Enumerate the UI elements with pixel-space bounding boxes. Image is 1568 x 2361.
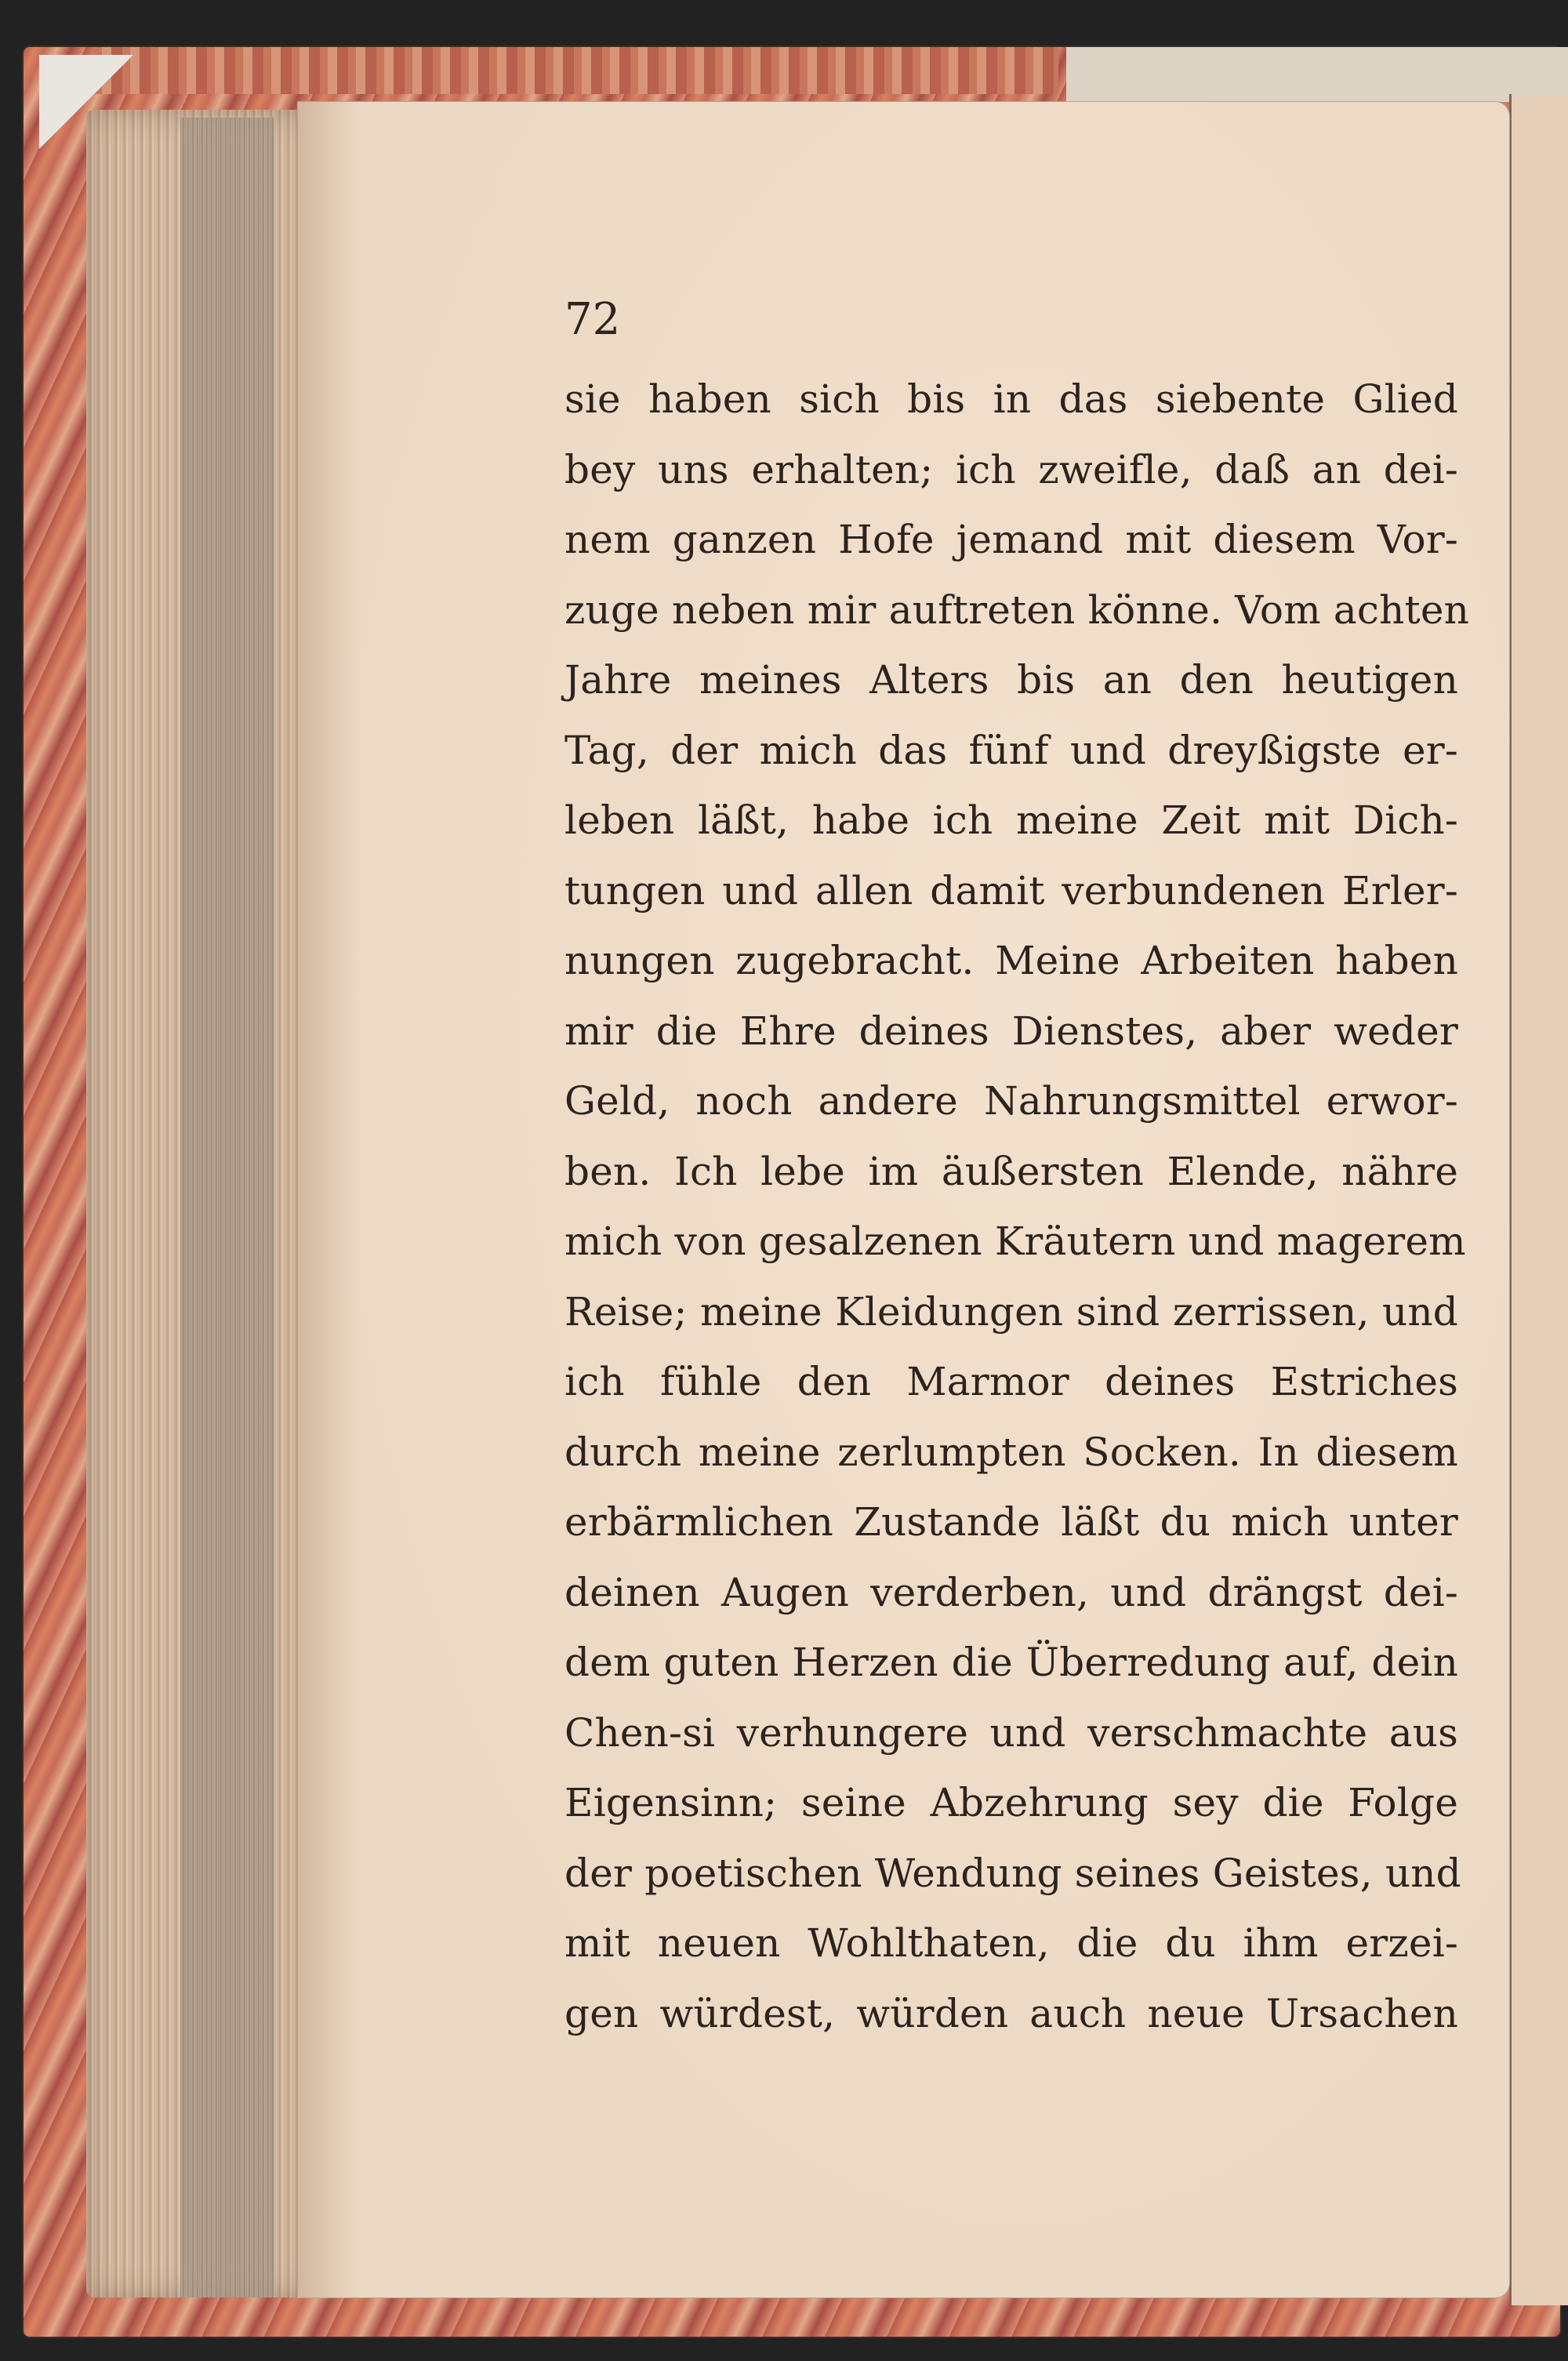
text-line: leben läßt, habe ich meine Zeit mit Dich- bbox=[564, 797, 1458, 843]
text-line: ben. Ich lebe im äußersten Elende, nähre bbox=[564, 1148, 1458, 1194]
text-line: dem guten Herzen die Überredung auf, dein bbox=[564, 1640, 1458, 1685]
facing-page-edge bbox=[1509, 94, 1568, 2305]
text-line: sie haben sich bis in das siebente Glied bbox=[564, 376, 1458, 422]
text-line: der poetischen Wendung seines Geistes, und bbox=[564, 1850, 1461, 1896]
text-line: ich fühle den Marmor deines Estriches bbox=[564, 1359, 1458, 1404]
text-line: deinen Augen verderben, und drängst dei- bbox=[564, 1569, 1458, 1615]
text-line: Chen-si verhungere und verschmachte aus bbox=[564, 1709, 1458, 1756]
text-line: mich von gesalzenen Kräutern und magerem bbox=[564, 1219, 1466, 1264]
page-edges-inner bbox=[180, 118, 274, 2297]
cover-tab bbox=[1066, 47, 1568, 102]
page-number: 72 bbox=[564, 294, 621, 345]
text-line: bey uns erhalten; ich zweifle, daß an dei- bbox=[564, 446, 1458, 492]
cover-edge-strip bbox=[94, 47, 1058, 94]
text-line: nungen zugebracht. Meine Arbeiten haben bbox=[564, 938, 1458, 983]
text-line: zuge neben mir auftreten könne. Vom achten bbox=[564, 587, 1470, 633]
text-line: Jahre meines Alters bis an den heutigen bbox=[564, 657, 1458, 703]
text-line: gen würdest, würden auch neue Ursachen bbox=[564, 1990, 1458, 2036]
text-line: Reise; meine Kleidungen sind zerrissen, und bbox=[564, 1288, 1458, 1335]
page-text bbox=[564, 365, 1470, 2049]
text-line: Geld, noch andere Nahrungsmittel erwor- bbox=[564, 1078, 1458, 1124]
text-line: mir die Ehre deines Dienstes, aber weder bbox=[564, 1008, 1458, 1054]
text-line: Eigensinn; seine Abzehrung sey die Folge bbox=[564, 1780, 1458, 1825]
text-line: mit neuen Wohlthaten, die du ihm erzei- bbox=[564, 1920, 1458, 1966]
text-line: tungen und allen damit verbundenen Erler- bbox=[564, 867, 1458, 914]
text-line: nem ganzen Hofe jemand mit diesem Vor- bbox=[564, 517, 1458, 562]
text-line: Tag, der mich das fünf und dreyßigste er- bbox=[564, 727, 1458, 773]
text-line: erbärmlichen Zustande läßt du mich unter bbox=[564, 1499, 1458, 1545]
text-line: durch meine zerlumpten Socken. In diesem bbox=[564, 1429, 1458, 1475]
